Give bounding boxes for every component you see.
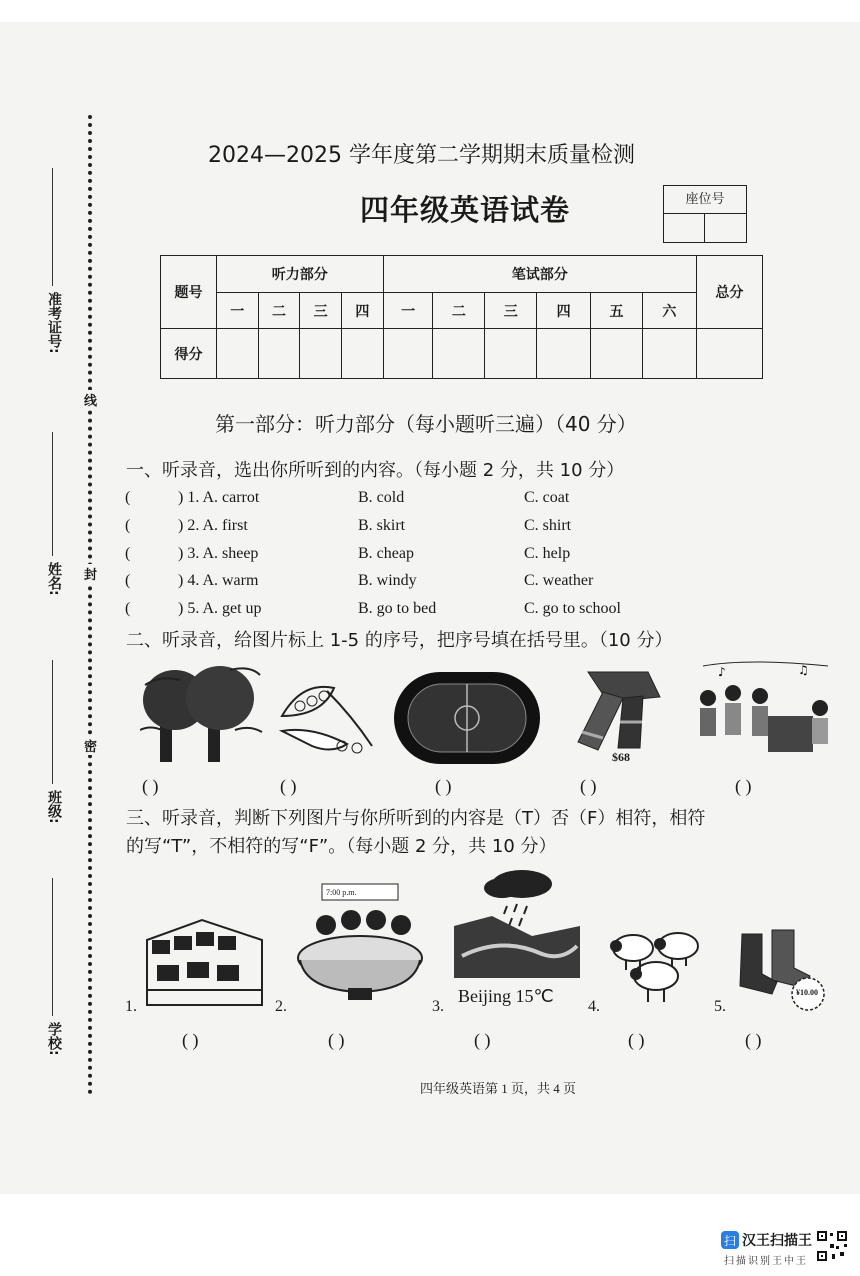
listening-col-4: 四 <box>341 293 383 329</box>
sock-price: ¥10.00 <box>796 988 818 997</box>
option-b: B. go to bed <box>358 600 437 617</box>
listening-header: 听力部分 <box>216 256 383 293</box>
scarf-picture <box>548 662 666 760</box>
judge-paren-4[interactable]: ( ) <box>628 1030 645 1050</box>
score-cell[interactable] <box>258 329 300 379</box>
option-a: ) 2. A. first <box>178 517 248 534</box>
picture-paren-3[interactable]: ( ) <box>435 776 452 796</box>
option-c: C. help <box>524 545 571 562</box>
listening-col-2: 二 <box>258 293 300 329</box>
school-blank <box>52 878 53 1016</box>
seat-number-label: 座位号 <box>664 186 746 214</box>
app-name: 汉王扫描王 <box>742 1233 812 1249</box>
windy-trees-picture <box>140 660 265 765</box>
score-cell[interactable] <box>696 329 762 379</box>
option-a: ) 4. A. warm <box>178 572 259 589</box>
section3-title-1: 三、听录音，判断下列图片与你所听到的内容是（T）否（F）相符，相符 <box>126 808 706 829</box>
total-header: 总分 <box>696 256 762 329</box>
writing-header: 笔试部分 <box>383 256 696 293</box>
exam-id-label: 准考证号: <box>46 292 62 354</box>
score-cell[interactable] <box>383 329 433 379</box>
option-b: B. cheap <box>358 545 414 562</box>
name-label: 姓名: <box>46 562 62 596</box>
clock-text: 7:00 p.m. <box>326 888 357 897</box>
option-a: ) 3. A. sheep <box>178 545 259 562</box>
sports-field-picture <box>392 668 542 768</box>
sheep-picture <box>608 926 706 1006</box>
item-number-2: 2. <box>275 998 287 1015</box>
score-cell[interactable] <box>341 329 383 379</box>
writing-col-4: 四 <box>537 293 591 329</box>
item-number-5: 5. <box>714 998 726 1015</box>
writing-col-5: 五 <box>591 293 643 329</box>
listening-col-1: 一 <box>216 293 258 329</box>
picture-paren-4[interactable]: ( ) <box>580 776 597 796</box>
paper-title: 四年级英语试卷 <box>360 193 571 227</box>
svg-text:扫: 扫 <box>723 1234 737 1248</box>
judge-paren-5[interactable]: ( ) <box>745 1030 762 1050</box>
listening-col-3: 三 <box>300 293 342 329</box>
svg-text:♫: ♫ <box>798 663 809 677</box>
answer-paren[interactable]: ( <box>125 600 131 617</box>
judge-paren-2[interactable]: ( ) <box>328 1030 345 1050</box>
rainy-great-wall-picture <box>452 866 582 982</box>
option-b: B. windy <box>358 572 417 589</box>
name-blank <box>52 432 53 556</box>
writing-col-3: 三 <box>485 293 537 329</box>
option-c: C. shirt <box>524 517 572 534</box>
answer-paren[interactable]: ( <box>125 517 131 534</box>
exam-title: 2024—2025 学年度第二学期期末质量检测 <box>208 143 635 168</box>
section1-title: 一、听录音，选出你所听到的内容。（每小题 2 分，共 10 分） <box>126 460 625 481</box>
family-dinner-picture <box>296 880 424 1004</box>
scarf-price: $68 <box>612 750 630 764</box>
option-c: C. coat <box>524 489 570 506</box>
class-blank <box>52 660 53 784</box>
option-c: C. weather <box>524 572 594 589</box>
svg-text:♪: ♪ <box>718 665 726 679</box>
writing-col-1: 一 <box>383 293 433 329</box>
computer-room-picture <box>142 910 267 1010</box>
score-cell[interactable] <box>433 329 485 379</box>
binding-dotted-line <box>88 115 92 1095</box>
answer-paren[interactable]: ( <box>125 572 131 589</box>
weather-caption: Beijing 15℃ <box>458 986 554 1006</box>
socks-picture <box>732 924 832 1012</box>
score-cell[interactable] <box>537 329 591 379</box>
qr-code-icon <box>816 1230 848 1262</box>
option-b: B. cold <box>358 489 405 506</box>
part1-heading: 第一部分：听力部分（每小题听三遍）（40 分） <box>215 412 637 436</box>
item-number-3: 3. <box>432 998 444 1015</box>
picture-paren-1[interactable]: ( ) <box>142 776 159 796</box>
answer-paren[interactable]: ( <box>125 489 131 506</box>
score-cell[interactable] <box>300 329 342 379</box>
score-cell[interactable] <box>642 329 696 379</box>
item-number-4: 4. <box>588 998 600 1015</box>
score-cell[interactable] <box>216 329 258 379</box>
section2-title: 二、听录音，给图片标上 1-5 的序号，把序号填在括号里。（10 分） <box>126 630 673 651</box>
seal-char-feng: 封 <box>84 564 97 583</box>
app-slogan: 扫描识别王中王 <box>724 1256 808 1267</box>
question-no-header: 题号 <box>161 256 217 329</box>
picture-paren-5[interactable]: ( ) <box>735 776 752 796</box>
class-label: 班级: <box>46 790 62 824</box>
writing-col-2: 二 <box>433 293 485 329</box>
children-singing-picture <box>688 658 840 762</box>
judge-paren-1[interactable]: ( ) <box>182 1030 199 1050</box>
picture-paren-2[interactable]: ( ) <box>280 776 297 796</box>
judge-paren-3[interactable]: ( ) <box>474 1030 491 1050</box>
item-number-1: 1. <box>125 998 137 1015</box>
seal-char-line: 线 <box>84 390 97 409</box>
school-label: 学校: <box>46 1022 62 1056</box>
score-cell[interactable] <box>591 329 643 379</box>
answer-paren[interactable]: ( <box>125 545 131 562</box>
score-cell[interactable] <box>485 329 537 379</box>
writing-col-6: 六 <box>642 293 696 329</box>
section3-title-2: 的写“T”，不相符的写“F”。（每小题 2 分，共 10 分） <box>126 836 557 857</box>
page-number: 四年级英语第 1 页，共 4 页 <box>420 1081 577 1096</box>
option-b: B. skirt <box>358 517 406 534</box>
option-a: ) 5. A. get up <box>178 600 262 617</box>
score-table <box>160 255 763 379</box>
peas-picture <box>272 676 382 756</box>
seat-divider <box>704 214 705 242</box>
option-a: ) 1. A. carrot <box>178 489 260 506</box>
seat-number-box <box>663 185 747 243</box>
option-c: C. go to school <box>524 600 621 617</box>
exam-id-blank <box>52 168 53 286</box>
score-row-label: 得分 <box>161 329 217 379</box>
seal-char-mi: 密 <box>84 736 97 755</box>
scanner-logo-icon <box>720 1230 740 1250</box>
